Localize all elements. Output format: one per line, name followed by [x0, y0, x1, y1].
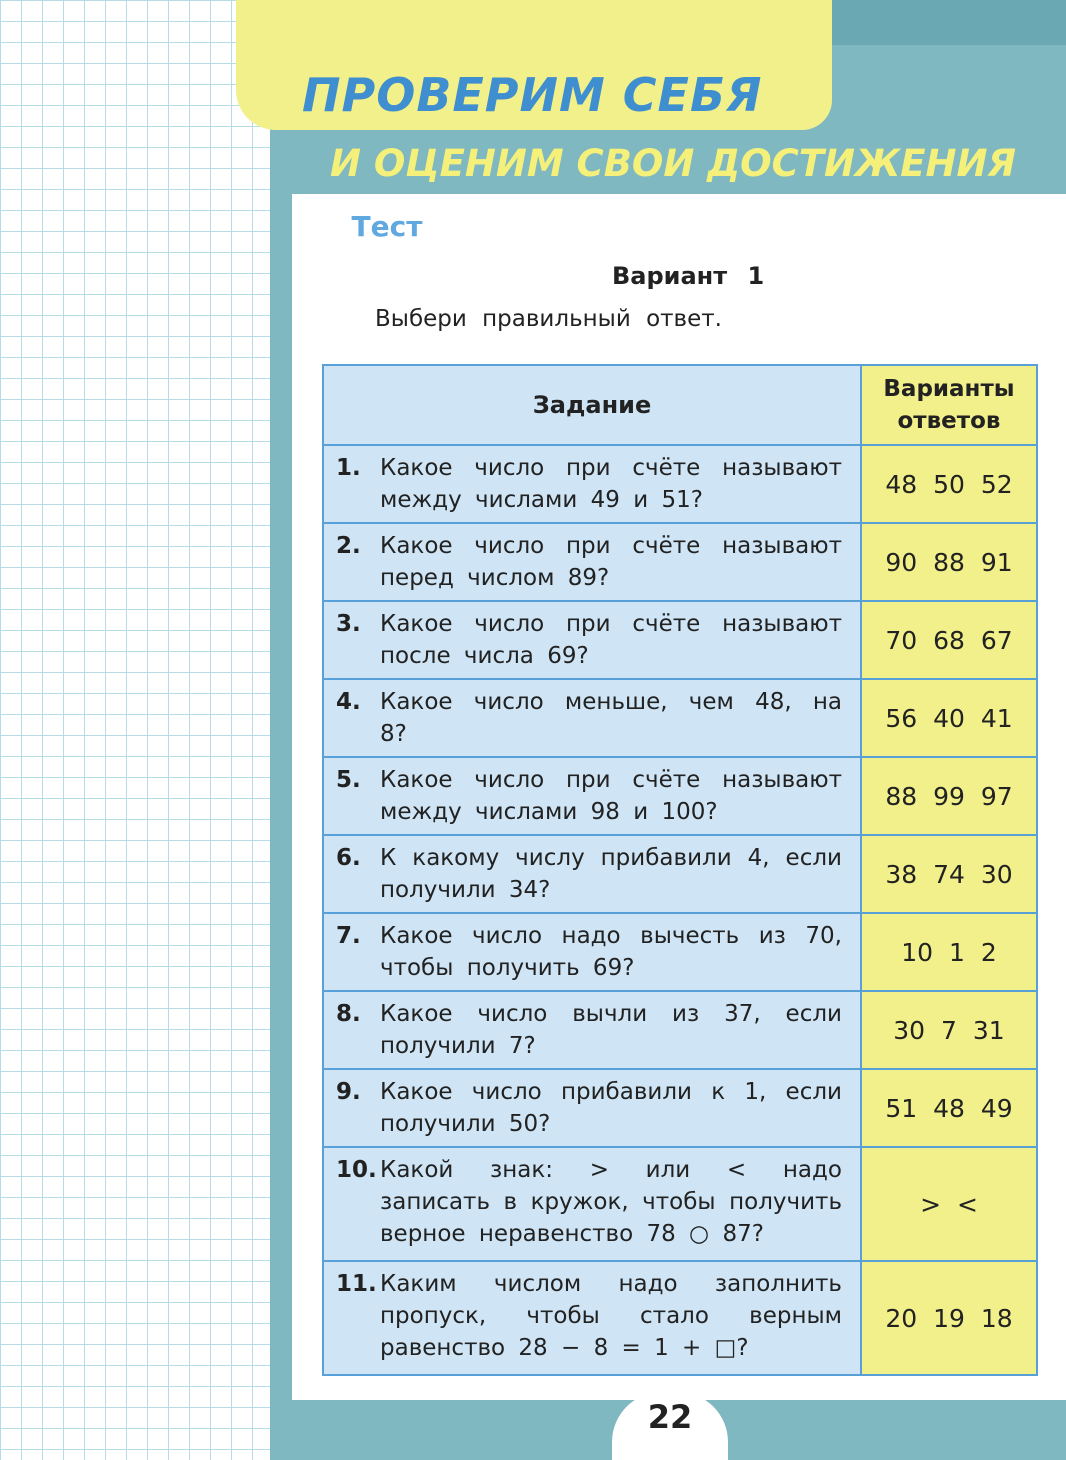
task-number: 5. — [336, 767, 361, 793]
table-row — [323, 445, 1037, 523]
task-cell — [323, 913, 861, 991]
table-row — [323, 601, 1037, 679]
task-number: 7. — [336, 923, 361, 949]
task-number: 8. — [336, 1001, 361, 1027]
answer-options: 10 1 2 — [861, 913, 1037, 991]
task-cell — [323, 523, 861, 601]
task-table — [322, 364, 1038, 1376]
page-title: ПРОВЕРИМ СЕБЯ — [302, 68, 763, 122]
answer-options: 48 50 52 — [861, 445, 1037, 523]
task-cell — [323, 679, 861, 757]
task-question: К какому числу прибавили 4, если получили 34? — [380, 845, 842, 903]
task-number: 6. — [336, 845, 361, 871]
answer-options: 88 99 97 — [861, 757, 1037, 835]
column-header-task: Задание — [323, 365, 861, 445]
test-label: Тест — [351, 210, 423, 243]
table-row — [323, 523, 1037, 601]
task-question: Какое число при счёте называют перед числом 89? — [380, 533, 842, 591]
task-number: 4. — [336, 689, 361, 715]
task-question: Какой знак: > или < надо записать в кружок, чтобы получить верное неравенство 78 ○ 87? — [380, 1157, 842, 1247]
instruction-text: Выбери правильный ответ. — [375, 306, 722, 332]
table-row — [323, 679, 1037, 757]
task-number: 1. — [336, 455, 361, 481]
task-cell — [323, 601, 861, 679]
table-row — [323, 991, 1037, 1069]
variant-label: Вариант 1 — [612, 262, 765, 290]
task-cell — [323, 757, 861, 835]
answer-options: 38 74 30 — [861, 835, 1037, 913]
task-cell — [323, 835, 861, 913]
table-row — [323, 1261, 1037, 1375]
answer-options: 30 7 31 — [861, 991, 1037, 1069]
task-question: Какое число вычли из 37, если получили 7? — [380, 1001, 842, 1059]
answer-options: > < — [861, 1147, 1037, 1261]
table-row — [323, 1069, 1037, 1147]
task-question: Каким числом надо заполнить пропуск, чтобы стало верным равенство 28 − 8 = 1 + □? — [380, 1271, 842, 1361]
task-cell — [323, 1261, 861, 1375]
task-question: Какое число меньше, чем 48, на 8? — [380, 689, 842, 747]
task-question: Какое число надо вычесть из 70, чтобы получить 69? — [380, 923, 842, 981]
task-number: 10. — [336, 1157, 377, 1183]
answer-options: 20 19 18 — [861, 1261, 1037, 1375]
table-row — [323, 1147, 1037, 1261]
task-number: 9. — [336, 1079, 361, 1105]
answer-options: 56 40 41 — [861, 679, 1037, 757]
task-cell — [323, 991, 861, 1069]
task-rows — [323, 445, 1037, 1375]
task-cell — [323, 445, 861, 523]
page-number: 22 — [647, 1398, 693, 1436]
column-header-answers: Варианты ответов — [861, 365, 1037, 445]
page-subtitle: И ОЦЕНИМ СВОИ ДОСТИЖЕНИЯ — [330, 142, 1016, 185]
table-header-row — [323, 365, 1037, 445]
table-row — [323, 757, 1037, 835]
task-question: Какое число прибавили к 1, если получили 50? — [380, 1079, 842, 1137]
task-number: 3. — [336, 611, 361, 637]
task-question: Какое число при счёте называют между числами 98 и 100? — [380, 767, 842, 825]
table-row — [323, 913, 1037, 991]
task-cell — [323, 1069, 861, 1147]
answer-options: 90 88 91 — [861, 523, 1037, 601]
task-cell — [323, 1147, 861, 1261]
table-row — [323, 835, 1037, 913]
answer-options: 51 48 49 — [861, 1069, 1037, 1147]
task-number: 2. — [336, 533, 361, 559]
task-question: Какое число при счёте называют после числа 69? — [380, 611, 842, 669]
answer-options: 70 68 67 — [861, 601, 1037, 679]
task-question: Какое число при счёте называют между числами 49 и 51? — [380, 455, 842, 513]
task-number: 11. — [336, 1271, 377, 1297]
